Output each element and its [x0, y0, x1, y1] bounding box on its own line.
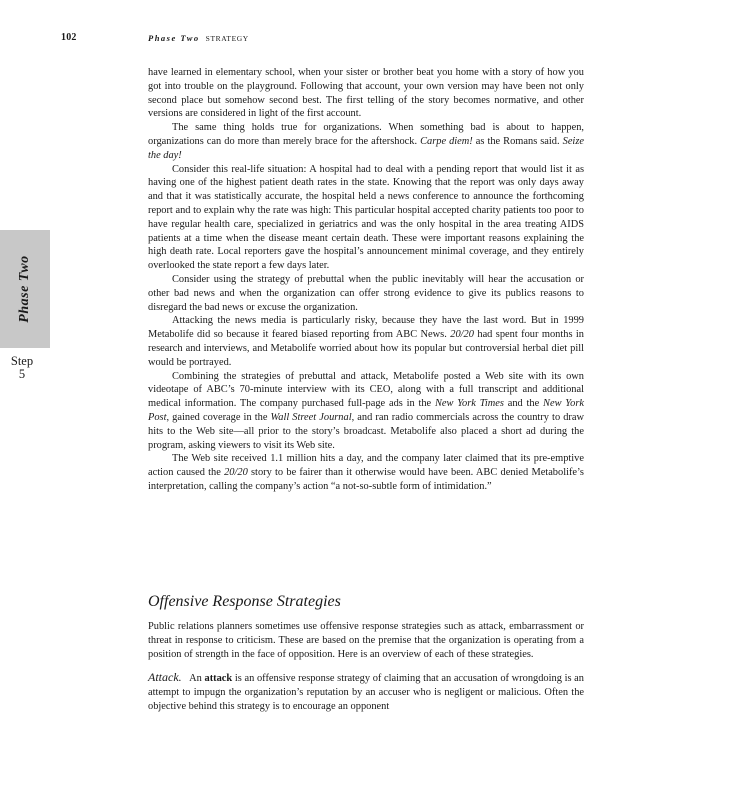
paragraph-continued: have learned in elementary school, when your sister or brother beat you home with a story of how you got into trouble on the playground. Following that account, your own version may have been not only second place but somehow second best. The first telling of the story becomes normative, and other versions are considered in light of the first account. — [148, 67, 584, 120]
p7-b: story to be fairer than it otherwise would have been. ABC denied Metabolife’s interpretation, calling the company’s action “a not-so-subtle form of intimidation.” — [148, 467, 584, 492]
p5-end: had spent four months in research and interviews, and Metabolife worried about how its popular but controversial herbal diet pill would be portrayed. — [148, 329, 584, 368]
attack-a: An — [189, 673, 202, 685]
p2-quote-seize-the-day: Seize the day! — [148, 135, 584, 161]
p6-b: , gained coverage in the — [166, 411, 268, 423]
attack-b: is an offensive response strategy of claiming that an accusation of wrongdoing is an attempt to impugn the organization’s reputation by an accuser who is negligent or malicious. Often the objective behind this strategy is to encourage an opponent — [148, 673, 584, 712]
section-body — [148, 620, 584, 714]
p6-publication-nypost: New York Post — [148, 398, 584, 423]
running-head-section: STRATEGY — [205, 34, 249, 43]
side-tab-phase-label: Phase Two — [17, 255, 32, 323]
paragraph-metabolife — [148, 314, 584, 369]
p6-c: , and ran radio commercials across the country to draw hits to the Web site—all prior to the story’s broadcast. Metabolife also placed a short ad during the program, asking viewers to visit its Web site. — [148, 411, 585, 451]
body-text — [148, 66, 584, 494]
p6-publication-nyt: New York Times — [434, 398, 504, 410]
paragraph-web-site-ads — [148, 370, 584, 453]
page-number: 102 — [61, 32, 77, 43]
p2-quote-carpe-diem: Carpe diem! — [420, 135, 473, 147]
p2-main: The same thing holds true for organizations. When something bad is about to happen, organizations can do more than merely brace for the aftershock. — [148, 122, 584, 147]
paragraph-prebuttal: Consider using the strategy of prebuttal when the public inevitably will hear the accusation or other bad news and when the organization can offer strong evidence to give its publics reasons to disregard the bad news or excuse the organization. — [148, 273, 584, 313]
step-label — [4, 355, 40, 381]
paragraph-attack — [148, 671, 584, 713]
paragraph-web-site-hits — [148, 452, 584, 493]
attack-run-in-heading: Attack. — [148, 670, 182, 685]
p6-publication-wsj: Wall Street Journal — [270, 411, 352, 423]
section-heading: Offensive Response Strategies — [148, 593, 341, 610]
p7-a: The Web site received 1.1 million hits a day, and the company later claimed that its pre-emptive action caused the — [148, 453, 584, 479]
p6-and: and the — [507, 398, 540, 410]
p7-show-title: 20/20 — [224, 467, 248, 479]
p5-show-title: 20/20 — [450, 329, 474, 341]
running-head-phase: Phase Two — [148, 33, 200, 43]
paragraph-carpe-diem — [148, 121, 584, 162]
running-head — [148, 33, 249, 43]
step-word: Step — [10, 354, 34, 368]
step-number: 5 — [18, 367, 26, 381]
p2-mid: as the Romans said. — [475, 135, 560, 147]
paragraph-hospital: Consider this real-life situation: A hospital had to deal with a pending report that would list it as having one of the highest patient death rates in the state. Knowing that the report was only days away and that it was statistically accurate, the hospital held a news conference to announce the forthcoming report and to explain why the rate was high: This particular hospital accepted charity patients too poor to have regular health care, specialized in geriatrics and was the only hospital in the area treating AIDS patients at a time when the disease meant certain death. These were important reasons explaining the high death rate. Local reporters gave the hospital’s announcement minimal coverage, and they entirely overlooked the state report a few days later. — [148, 163, 584, 272]
section-intro: Public relations planners sometimes use offensive response strategies such as attack, embarrassment or threat in response to criticism. These are based on the premise that the organization is operating from a position of strength in the face of opposition. Here is an overview of each of these strategies. — [148, 621, 584, 660]
p6-a: Combining the strategies of prebuttal and attack, Metabolife posted a Web site with its own videotape of ABC’s 70-minute interview with its CEO, along with a full transcript and additional medical information. The company purchased full-page ads in the — [148, 370, 584, 410]
p5-start: Attacking the news media is particularly risky, because they have the last word. But in 1999 Metabolife did so because it feared biased reporting from ABC News. — [148, 315, 584, 341]
attack-term: attack — [204, 673, 233, 685]
side-tab — [0, 230, 50, 348]
